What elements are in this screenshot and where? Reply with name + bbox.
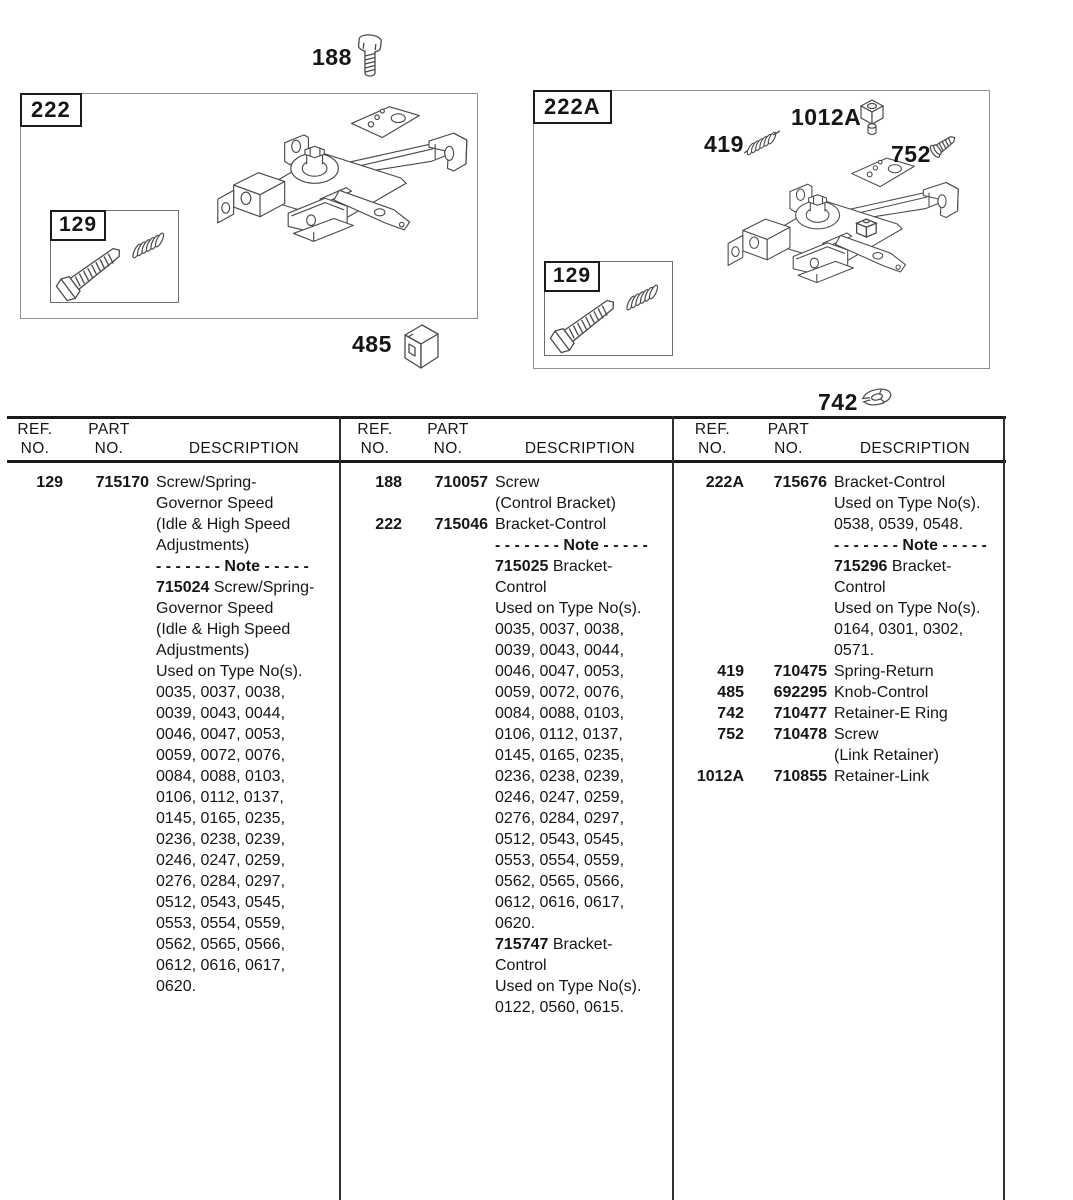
description-line: 0620. [156, 978, 197, 995]
ref-no: 222 [375, 516, 402, 533]
ref-no: 1012A [696, 768, 744, 785]
description-line: 0084, 0088, 0103, [156, 768, 286, 785]
description [833, 724, 997, 766]
description-header: DESCRIPTION [188, 440, 300, 457]
description [833, 682, 997, 703]
part-no: 692295 [773, 684, 827, 701]
description-line: Used on Type No(s). [495, 978, 642, 995]
description-line: 0046, 0047, 0053, [495, 663, 625, 680]
description-line: Used on Type No(s). [834, 495, 981, 512]
callout-1012a: 1012A [791, 104, 862, 130]
bolt-icon [356, 32, 384, 84]
part-header: PART [767, 421, 810, 438]
part-no: 710855 [773, 768, 827, 785]
part-no: 715170 [95, 474, 149, 491]
description-line: 715025 Bracket- [495, 558, 613, 575]
description-line: (Control Bracket) [495, 495, 616, 512]
part-no: 710475 [773, 663, 827, 680]
description-line: Adjustments) [156, 537, 250, 554]
part-header: PART [88, 421, 130, 438]
description-line: - - - - - - - Note - - - - - [495, 537, 648, 554]
ref-no: 222A [705, 474, 744, 491]
description-line: Governor Speed [156, 495, 274, 512]
description-header: DESCRIPTION [859, 440, 971, 457]
no-header: NO. [94, 440, 124, 457]
description-line: 0236, 0238, 0239, [495, 768, 625, 785]
description-line: Knob-Control [834, 684, 929, 701]
figure-222a-label: 222A [533, 90, 612, 124]
description-line: 0122, 0560, 0615. [495, 999, 625, 1016]
description-line: 0612, 0616, 0617, [495, 894, 625, 911]
description-line: Control [495, 579, 547, 596]
e-ring-icon [859, 386, 895, 408]
table-header-col1 [7, 420, 333, 458]
description-line: 0276, 0284, 0297, [156, 873, 286, 890]
ref-no: 752 [717, 726, 744, 743]
description-line: Used on Type No(s). [834, 600, 981, 617]
spring-icon [742, 127, 782, 159]
ref-header: REF. [17, 421, 53, 438]
description [833, 472, 997, 661]
ref-no: 129 [36, 474, 63, 491]
description-line: Retainer-E Ring [834, 705, 948, 722]
description-line: Control [834, 579, 886, 596]
part-entry [681, 661, 997, 682]
part-entry [348, 514, 666, 1018]
figure-222a-box [533, 90, 990, 415]
description [155, 472, 333, 997]
description-line: 0084, 0088, 0103, [495, 705, 625, 722]
callout-485: 485 [352, 331, 392, 357]
part-entry [681, 703, 997, 724]
description-line: 715296 Bracket- [834, 558, 952, 575]
part-no: 710478 [773, 726, 827, 743]
ref-header: REF. [357, 421, 393, 438]
no-header: NO. [698, 440, 727, 457]
description-line: 0562, 0565, 0566, [156, 936, 286, 953]
description-line: 0106, 0112, 0137, [495, 726, 623, 743]
description-line: 0059, 0072, 0076, [495, 684, 625, 701]
figure-222-label: 222 [20, 93, 82, 127]
description-line: (Idle & High Speed [156, 516, 291, 533]
description-line: Adjustments) [156, 642, 250, 659]
description-line: 0035, 0037, 0038, [495, 621, 625, 638]
description [494, 472, 666, 514]
parts-column-1 [7, 472, 333, 997]
table-header-col2 [348, 420, 666, 458]
description-line: 0562, 0565, 0566, [495, 873, 625, 890]
inset-129-box [544, 261, 673, 356]
description-line: 0164, 0301, 0302, [834, 621, 964, 638]
description-line: Screw/Spring- [156, 474, 257, 491]
description [833, 661, 997, 682]
table-top-rule [7, 416, 1006, 419]
screw-icon [926, 129, 962, 161]
description-line: 0106, 0112, 0137, [156, 789, 284, 806]
description-line: 0035, 0037, 0038, [156, 684, 286, 701]
control-bracket-drawing [209, 102, 473, 254]
description-line: 0512, 0543, 0545, [495, 831, 625, 848]
callout-419: 419 [704, 131, 744, 157]
description-line: 0571. [834, 642, 875, 659]
description-line: Used on Type No(s). [495, 600, 642, 617]
description-line: Bracket-Control [834, 474, 946, 491]
part-no: 715046 [434, 516, 488, 533]
no-header: NO. [360, 440, 390, 457]
description-line: 0059, 0072, 0076, [156, 747, 286, 764]
no-header: NO. [433, 440, 463, 457]
callout-188: 188 [312, 44, 352, 70]
description-line: 0039, 0043, 0044, [495, 642, 625, 659]
table-header-rule [7, 460, 1006, 463]
description-line: 0046, 0047, 0053, [156, 726, 286, 743]
no-header: NO. [774, 440, 803, 457]
screw-and-spring-icon [51, 211, 178, 302]
description-line: 0553, 0554, 0559, [156, 915, 286, 932]
control-bracket-drawing [720, 151, 964, 297]
description-line: Bracket-Control [495, 516, 607, 533]
part-entry [7, 472, 333, 997]
description-line: 0039, 0043, 0044, [156, 705, 286, 722]
knob-icon [398, 320, 444, 374]
description [494, 514, 666, 1018]
description-line: Screw [834, 726, 879, 743]
description-header: DESCRIPTION [524, 440, 636, 457]
description-line: 0145, 0165, 0235, [495, 747, 625, 764]
ref-no: 419 [717, 663, 744, 680]
inset-129-label: 129 [50, 210, 106, 241]
part-no: 715676 [773, 474, 827, 491]
no-header: NO. [20, 440, 50, 457]
description-line: Screw [495, 474, 540, 491]
ref-header: REF. [694, 421, 731, 438]
description-line: (Link Retainer) [834, 747, 939, 764]
table-divider-1 [339, 416, 341, 1200]
callout-752: 752 [891, 141, 931, 167]
description-line: 0145, 0165, 0235, [156, 810, 286, 827]
description-line: 0236, 0238, 0239, [156, 831, 286, 848]
part-entry [348, 472, 666, 514]
part-no: 710057 [434, 474, 488, 491]
screw-and-spring-icon [545, 262, 672, 355]
table-divider-2 [672, 416, 674, 1200]
description-line: 0538, 0539, 0548. [834, 516, 964, 533]
description-line: Spring-Return [834, 663, 934, 680]
link-knob-icon [857, 97, 887, 143]
description-line: 0620. [495, 915, 536, 932]
description-line: (Idle & High Speed [156, 621, 291, 638]
description-line: Used on Type No(s). [156, 663, 303, 680]
description-line: Governor Speed [156, 600, 274, 617]
callout-742: 742 [818, 389, 858, 415]
description-line: 0612, 0616, 0617, [156, 957, 286, 974]
inset-129-box [50, 210, 179, 303]
ref-no: 742 [717, 705, 744, 722]
description [833, 766, 997, 787]
description-line: 715024 Screw/Spring- [156, 579, 315, 596]
part-entry [681, 766, 997, 787]
description-line: 0276, 0284, 0297, [495, 810, 625, 827]
table-right-border [1003, 416, 1005, 1200]
description-line: 715747 Bracket- [495, 936, 613, 953]
ref-no: 485 [717, 684, 744, 701]
description-line: 0246, 0247, 0259, [495, 789, 625, 806]
description-line: - - - - - - - Note - - - - - [834, 537, 987, 554]
description-line: Retainer-Link [834, 768, 930, 785]
part-entry [681, 472, 997, 661]
description-line: - - - - - - - Note - - - - - [156, 558, 309, 575]
part-no: 710477 [773, 705, 827, 722]
description [833, 703, 997, 724]
description-line: 0553, 0554, 0559, [495, 852, 625, 869]
parts-column-3 [681, 472, 997, 787]
description-line: Control [495, 957, 547, 974]
part-entry [681, 724, 997, 766]
description-line: 0512, 0543, 0545, [156, 894, 286, 911]
part-header: PART [427, 421, 469, 438]
part-entry [681, 682, 997, 703]
table-header-col3 [681, 420, 997, 458]
figure-222-box [20, 93, 478, 319]
ref-no: 188 [375, 474, 402, 491]
description-line: 0246, 0247, 0259, [156, 852, 286, 869]
inset-129-label: 129 [544, 261, 600, 292]
parts-column-2 [348, 472, 666, 1018]
